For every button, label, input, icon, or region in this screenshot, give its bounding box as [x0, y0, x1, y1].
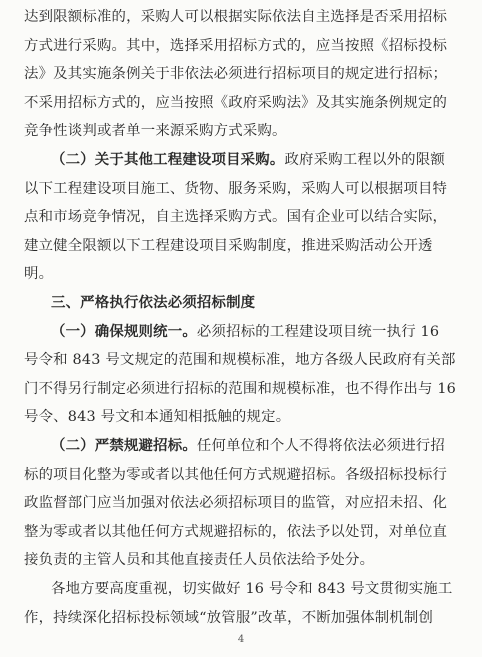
text-line: 法》及其实施条例关于非依法必须进行招标项目的规定进行招标；: [24, 66, 448, 83]
text-line: 明。: [24, 266, 54, 283]
text-line: 不采用招标方式的，应当按照《政府采购法》及其实施条例规定的: [24, 94, 448, 111]
section-heading: 三、严格执行依法必须招标制度: [51, 294, 256, 311]
text-line: 达到限额标准的，采购人可以根据实际依法自主选择是否采用招标: [24, 9, 448, 25]
text-line: 点和市场竞争情况，自主选择采购方式。国有企业可以结合实际，: [24, 209, 448, 226]
page-number: 4: [237, 634, 245, 645]
text-run: 任何单位和个人不得将依法必须进行招: [196, 438, 445, 454]
text-line: 以下工程建设项目施工、货物、服务采购，采购人可以根据项目特: [24, 180, 448, 197]
subheading-rules-unified: （一）确保规则统一。: [51, 322, 197, 340]
subheading-line: [51, 151, 445, 169]
text-line: 整为零或者以其他任何方式规避招标的，依法予以处罚，对单位直: [24, 523, 448, 540]
subheading-no-evasion: （二）严禁规避招标。: [51, 437, 197, 454]
text-line: 标的项目化整为零或者以其他任何方式规避招标。各级招标投标行: [24, 466, 448, 483]
text-line: 号令和 843 号文规定的范围和规模标准，地方各级人民政府有关部: [24, 352, 456, 369]
text-run: 必须招标的工程建设项目统一执行 16: [196, 323, 440, 340]
text-line: 政监督部门应当加强对依法必须招标项目的监管，对应招未招、化: [24, 495, 448, 512]
text-line: 各地方要高度重视，切实做好 16 号令和 843 号文贯彻实施工: [51, 581, 453, 597]
text-line: 门不得另行制定必须进行招标的范围和规模标准，也不得作出与 16: [24, 380, 457, 397]
subheading-other-projects: （二）关于其他工程建设项目采购。: [51, 151, 285, 168]
text-line: 作，持续深化招标投标领域“放管服”改革，不断加强体制机制创: [24, 609, 434, 626]
text-line: 接负责的主管人员和其他直接责任人员依法给予处分。: [24, 552, 375, 569]
subheading-line: [51, 323, 439, 341]
text-run: 政府采购工程以外的限额: [284, 152, 445, 168]
text-line: 方式进行采购。其中，选择采用招标方式的，应当按照《招标投标: [24, 37, 448, 54]
text-line: 竞争性谈判或者单一来源采购方式采购。: [24, 123, 287, 140]
text-line: 号令、843 号文和本通知相抵触的规定。: [24, 409, 291, 426]
subheading-line: [51, 437, 445, 455]
text-line: 建立健全限额以下工程建设项目采购制度，推进采购活动公开透: [24, 237, 433, 254]
